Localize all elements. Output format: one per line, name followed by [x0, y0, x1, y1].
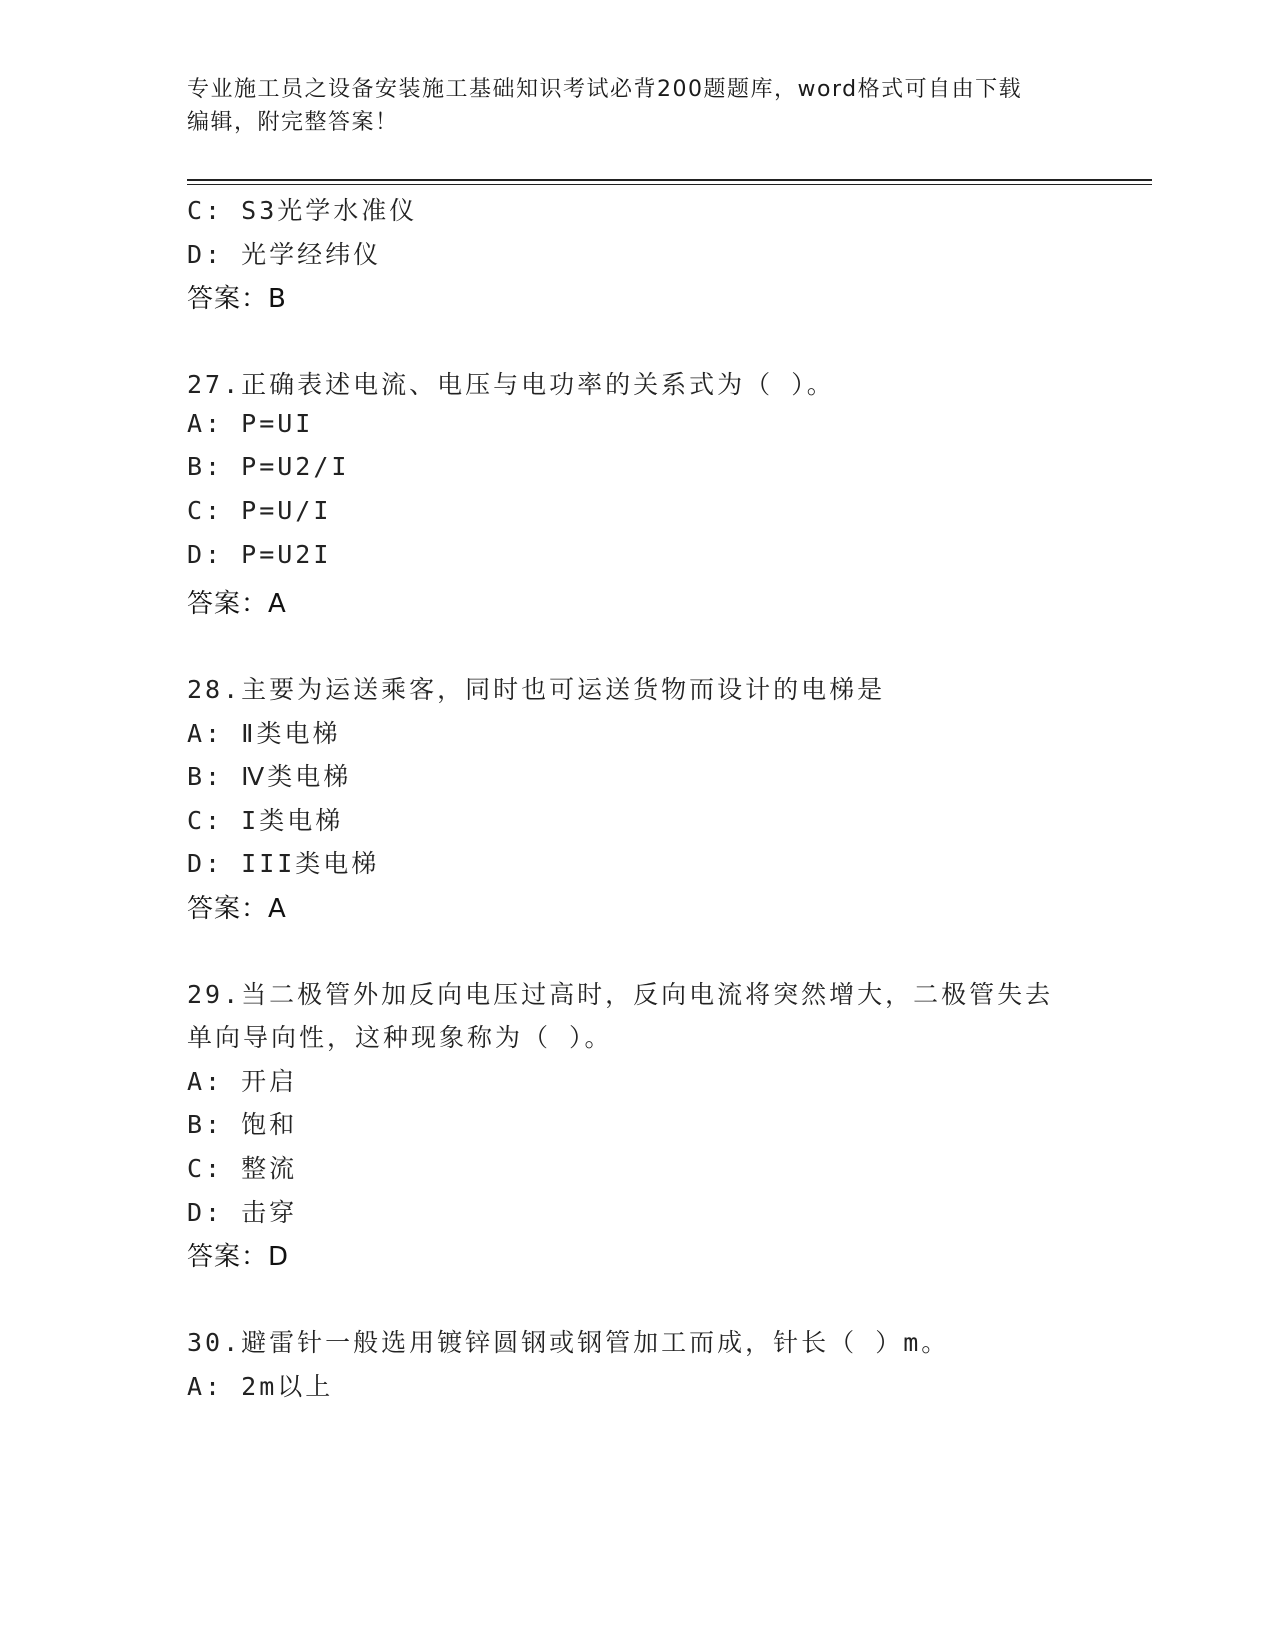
q26-answer: 答案：B	[187, 284, 287, 314]
q29-stem-line-2: 单向导向性，这种现象称为（ ）。	[187, 1023, 613, 1052]
q28-option-a: A: Ⅱ类电梯	[187, 719, 341, 748]
q26-option-c: C: S3光学水准仪	[187, 196, 418, 225]
q30-stem: 30.避雷针一般选用镀锌圆钢或钢管加工而成，针长（ ）m。	[187, 1328, 950, 1357]
q27-answer: 答案：A	[187, 589, 287, 619]
q29-answer: 答案：D	[187, 1242, 290, 1272]
q27-option-c: C: P=U/I	[187, 496, 332, 525]
header-divider-thin	[187, 184, 1152, 185]
q27-stem: 27.正确表述电流、电压与电功率的关系式为（ ）。	[187, 370, 835, 399]
q28-option-c: C: I类电梯	[187, 806, 344, 835]
q29-option-a: A: 开启	[187, 1067, 298, 1096]
q29-option-b: B: 饱和	[187, 1110, 298, 1139]
q29-option-c: C: 整流	[187, 1154, 298, 1183]
q27-option-d: D: P=U2I	[187, 540, 332, 569]
header-line-2: 编辑，附完整答案！	[187, 110, 399, 135]
q28-stem: 28.主要为运送乘客，同时也可运送货物而设计的电梯是	[187, 675, 886, 704]
q29-option-d: D: 击穿	[187, 1198, 298, 1227]
q28-option-d: D: III类电梯	[187, 849, 380, 878]
header-divider-thick	[187, 179, 1152, 181]
q28-option-b: B: Ⅳ类电梯	[187, 762, 352, 791]
q30-option-a: A: 2m以上	[187, 1372, 334, 1401]
document-header	[187, 73, 1087, 139]
header-line-1: 专业施工员之设备安装施工基础知识考试必背200题题库，word格式可自由下载	[187, 77, 1023, 102]
q27-option-a: A: P=UI	[187, 409, 314, 438]
q28-answer: 答案：A	[187, 894, 287, 924]
q29-stem-line-1: 29.当二极管外加反向电压过高时，反向电流将突然增大，二极管失去	[187, 980, 1054, 1009]
q27-option-b: B: P=U2/I	[187, 452, 350, 481]
q26-option-d: D: 光学经纬仪	[187, 240, 382, 269]
